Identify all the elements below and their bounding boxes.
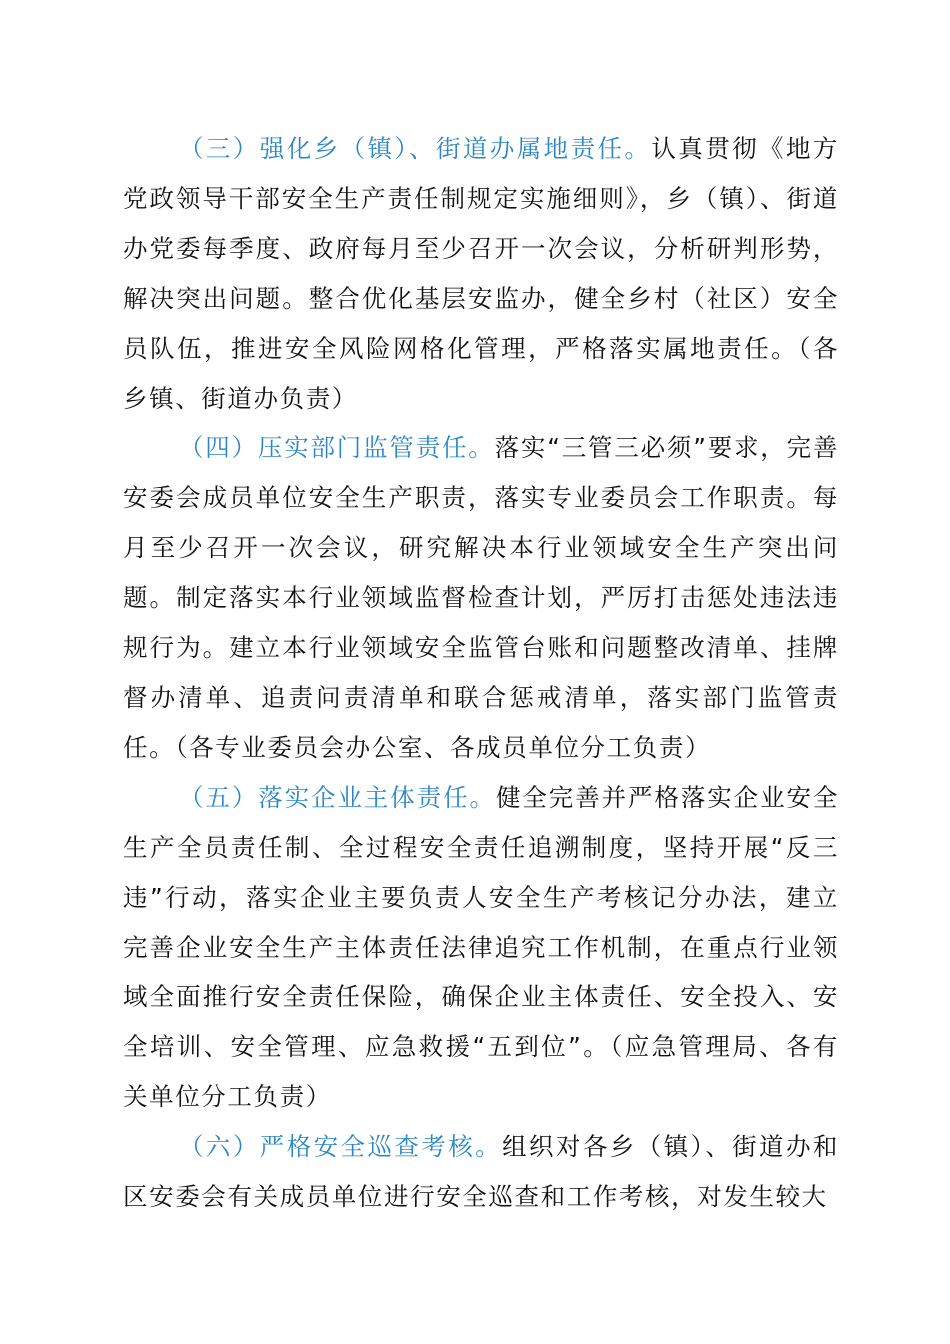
section-3-paragraph [123, 124, 839, 423]
section-6-body: 组织对各乡（镇）、街道办和区安委会有关成员单位进行安全巡查和工作考核，对发生较大 [123, 1132, 839, 1212]
section-5-paragraph [123, 773, 839, 1122]
section-5-body: 健全完善并严格落实企业安全生产全员责任制、全过程安全责任追溯制度，坚持开展“反三违”行动，落实企业主要负责人安全生产考核记分办法，建立完善企业安全生产主体责任法律追究工作机制，在重点行业领域全面推行安全责任保险，确保企业主体责任、安全投入、安全培训、安全管理、应急救援“五到位”。（应急管理局、各有关单位分工负责） [123, 782, 839, 1112]
document-body [123, 124, 839, 1222]
section-6-heading: （六）严格安全巡查考核。 [179, 1132, 503, 1162]
section-3-body: 认真贯彻《地方党政领导干部安全生产责任制规定实施细则》，乡（镇）、街道办党委每季度、政府每月至少召开一次会议，分析研判形势，解决突出问题。整合优化基层安监办，健全乡村（社区）安全员队伍，推进安全风险网格化管理，严格落实属地责任。（各乡镇、街道办负责） [123, 134, 839, 413]
section-4-paragraph [123, 423, 839, 772]
section-5-heading: （五）落实企业主体责任。 [179, 782, 496, 812]
section-3-heading: （三）强化乡（镇）、街道办属地责任。 [179, 134, 652, 163]
section-4-body: 落实“三管三必须”要求，完善安委会成员单位安全生产职责，落实专业委员会工作职责。每月至少召开一次会议，研究解决本行业领域安全生产突出问题。制定落实本行业领域监督检查计划，严厉打击惩处违法违规行为。建立本行业领域安全监管台账和问题整改清单、挂牌督办清单、追责问责清单和联合惩戒清单，落实部门监管责任。（各专业委员会办公室、各成员单位分工负责） [123, 433, 839, 762]
section-4-heading: （四）压实部门监管责任。 [179, 433, 495, 463]
section-6-paragraph [123, 1122, 839, 1222]
